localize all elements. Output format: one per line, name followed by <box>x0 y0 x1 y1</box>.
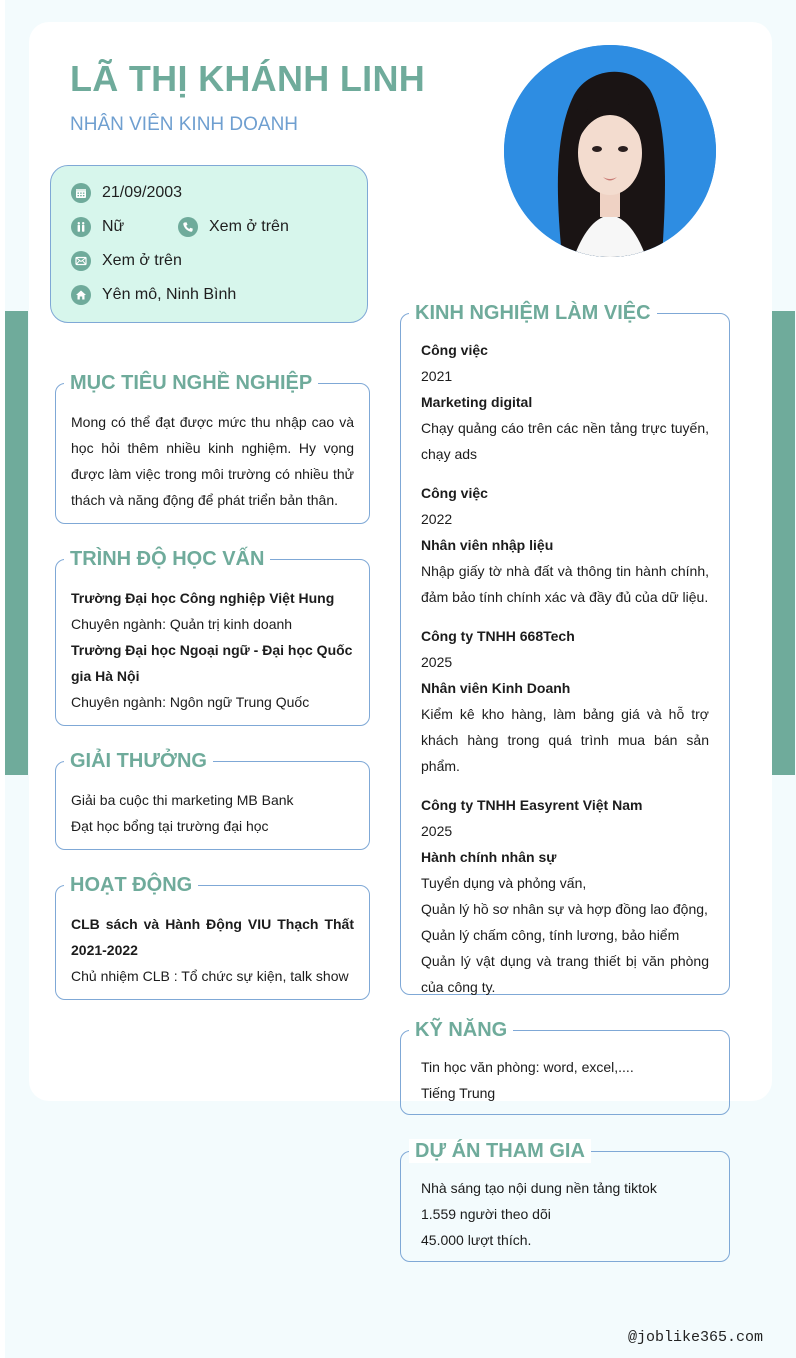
projects-title: DỰ ÁN THAM GIA <box>409 1139 591 1163</box>
phone-value: Xem ở trên <box>209 218 289 235</box>
experience-section <box>400 302 730 995</box>
experience-role: Nhân viên Kinh Doanh <box>421 680 571 696</box>
experience-item <box>421 792 709 1000</box>
experience-role: Nhân viên nhập liệu <box>421 537 554 553</box>
experience-desc: Quản lý hồ sơ nhân sự và hợp đồng lao động, <box>421 901 708 917</box>
experience-desc: Kiểm kê kho hàng, làm bảng giá và hỗ trợ khách hàng trong quá trình mua bán sản phẩm. <box>421 706 709 774</box>
education-major: Chuyên ngành: Ngôn ngữ Trung Quốc <box>71 694 310 710</box>
phone-row <box>178 217 289 237</box>
activities-body <box>71 911 354 989</box>
education-major: Chuyên ngành: Quản trị kinh doanh <box>71 616 293 632</box>
awards-title: GIẢI THƯỞNG <box>64 749 213 773</box>
address-value: Yên mô, Ninh Bình <box>102 286 237 303</box>
email-row <box>71 251 182 271</box>
left-accent-bar <box>5 311 28 775</box>
activities-section <box>55 874 370 1000</box>
gender-icon <box>71 217 91 237</box>
education-school: Trường Đại học Ngoại ngữ - Đại học Quốc gia Hà Nội <box>71 642 353 684</box>
project-item: 1.559 người theo dõi <box>421 1206 551 1222</box>
experience-item <box>421 337 709 467</box>
experience-year: 2022 <box>421 511 453 527</box>
skill-item: Tin học văn phòng: word, excel,.... <box>421 1059 634 1075</box>
awards-body <box>71 787 354 839</box>
activity-role: Chủ nhiệm CLB : Tổ chức sự kiện, talk show <box>71 968 349 984</box>
activity-org: CLB sách và Hành Động VIU Thạch Thất 2021-2022 <box>71 916 354 958</box>
skills-section <box>400 1019 730 1115</box>
experience-item <box>421 623 709 779</box>
gender-row <box>71 217 124 237</box>
education-title: TRÌNH ĐỘ HỌC VẤN <box>64 547 270 571</box>
experience-item <box>421 480 709 610</box>
education-school: Trường Đại học Công nghiệp Việt Hung <box>71 590 335 606</box>
birthday-value: 21/09/2003 <box>102 184 183 201</box>
skills-title: KỸ NĂNG <box>409 1018 513 1042</box>
candidate-name: LÃ THỊ KHÁNH LINH <box>70 58 426 99</box>
phone-icon <box>178 217 198 237</box>
activities-title: HOẠT ĐỘNG <box>64 873 198 897</box>
mail-icon <box>71 251 91 271</box>
project-item: 45.000 lượt thích. <box>421 1232 532 1248</box>
experience-role: Marketing digital <box>421 394 533 410</box>
experience-body <box>421 337 709 1000</box>
project-item: Nhà sáng tạo nội dung nền tảng tiktok <box>421 1180 657 1196</box>
experience-desc: Chạy quảng cáo trên các nền tảng trực tuyến, chạy ads <box>421 420 709 462</box>
address-row <box>71 285 236 305</box>
portrait-photo <box>504 45 716 257</box>
experience-company: Công ty TNHH 668Tech <box>421 628 575 644</box>
experience-desc: Quản lý chấm công, tính lương, bảo hiểm <box>421 927 680 943</box>
candidate-position: NHÂN VIÊN KINH DOANH <box>70 114 299 135</box>
projects-section <box>400 1140 730 1262</box>
right-accent-bar <box>772 311 795 775</box>
contact-info-box <box>50 165 368 323</box>
avatar <box>504 45 716 257</box>
home-icon <box>71 285 91 305</box>
gender-value: Nữ <box>102 218 125 235</box>
education-body <box>71 585 354 715</box>
skill-item: Tiếng Trung <box>421 1085 496 1101</box>
award-item: Đạt học bổng tại trường đại học <box>71 818 269 834</box>
experience-desc: Nhập giấy tờ nhà đất và thông tin hành chính, đảm bảo tính chính xác và đầy đủ của dữ liệu. <box>421 563 709 605</box>
objective-section <box>55 372 370 524</box>
experience-role: Hành chính nhân sự <box>421 849 557 865</box>
education-section <box>55 548 370 726</box>
birthday-row <box>71 183 182 203</box>
experience-company: Công việc <box>421 485 488 501</box>
experience-company: Công ty TNHH Easyrent Việt Nam <box>421 797 643 813</box>
award-item: Giải ba cuộc thi marketing MB Bank <box>71 792 294 808</box>
awards-section <box>55 750 370 850</box>
experience-year: 2025 <box>421 654 453 670</box>
experience-title: KINH NGHIỆM LÀM VIỆC <box>409 301 657 325</box>
experience-year: 2025 <box>421 823 453 839</box>
site-watermark: @joblike365.com <box>628 1329 764 1346</box>
objective-title: MỤC TIÊU NGHỀ NGHIỆP <box>64 371 318 395</box>
skills-body <box>421 1054 709 1106</box>
experience-company: Công việc <box>421 342 488 358</box>
projects-body <box>421 1175 709 1253</box>
experience-year: 2021 <box>421 368 453 384</box>
objective-text: Mong có thể đạt được mức thu nhập cao và học hỏi thêm nhiều kinh nghiệm. Hy vọng được làm việc trong môi trường có nhiều thử thách và năng động để phát triển bản thân. <box>71 414 354 508</box>
experience-desc: Quản lý vật dụng và trang thiết bị văn phòng của công ty. <box>421 953 709 995</box>
calendar-icon <box>71 183 91 203</box>
email-value: Xem ở trên <box>102 252 182 269</box>
experience-desc: Tuyển dụng và phỏng vấn, <box>421 875 587 891</box>
